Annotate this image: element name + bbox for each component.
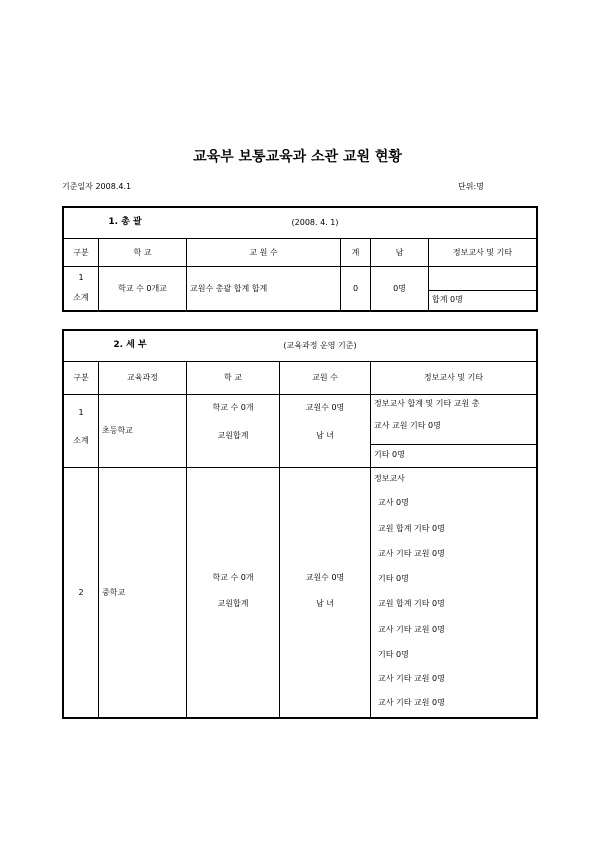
s2-row2-other-line3: 교원 합계 기타 0명: [378, 524, 445, 533]
s2-row2-other-line4: 교사 기타 교원 0명: [378, 549, 445, 558]
s1-header-school: 학 교: [133, 248, 152, 257]
s1-row-school: 학교 수 0개교: [118, 284, 167, 293]
s2-row1-other-bottom: 기타 0명: [374, 450, 405, 459]
s2-header-teachers: 교원 수: [312, 373, 338, 382]
s2-row2-other-line2: 교사 0명: [378, 498, 409, 507]
s2-row2-no: 2: [78, 588, 84, 597]
s2-row2-teachers-line2: 남 녀: [316, 599, 334, 608]
section2-label: 2. 세 부: [113, 340, 147, 351]
section1-label: 1. 총 괄: [108, 217, 142, 228]
s1-row-total: 0: [352, 284, 359, 293]
s2-row2-other-line8: 기타 0명: [378, 650, 409, 659]
s1-row-no-sub: 소계: [73, 293, 89, 302]
section1-sublabel: (2008. 4. 1): [291, 218, 339, 227]
s2-row1-teachers-line2: 남 녀: [316, 431, 334, 440]
s1-header-other: 정보교사 및 기타: [452, 248, 513, 257]
section2-sublabel: (교육과정 운영 기준): [283, 341, 357, 350]
s2-row2-other-line9: 교사 기타 교원 0명: [378, 674, 445, 683]
s2-row2-other-line10: 교사 기타 교원 0명: [378, 698, 445, 707]
s2-header-no: 구분: [73, 373, 89, 382]
s2-row1-other-line2: 교사 교원 기타 0명: [374, 421, 441, 430]
s2-row1-school-line2: 교원합계: [217, 431, 249, 440]
s2-header-other: 정보교사 및 기타: [423, 373, 484, 382]
s1-row-male: 0명: [393, 284, 406, 293]
s2-row1-other-line1: 정보교사 합계 및 기타 교원 총: [374, 399, 480, 408]
document-title: 교육부 보통교육과 소관 교원 현황: [193, 149, 402, 165]
s2-row2-other-line6: 교원 합계 기타 0명: [378, 599, 445, 608]
s2-row2-teachers-line1: 교원수 0명: [305, 573, 345, 582]
s2-header-curriculum: 교육과정: [127, 373, 158, 382]
s2-row2-school-line1: 학교 수 0개: [212, 573, 254, 582]
s2-row2-other-line5: 기타 0명: [378, 574, 409, 583]
right-caption: 단위:명: [458, 182, 484, 191]
s2-row1-curriculum: 초등학교: [102, 426, 133, 435]
s1-header-total: 계: [351, 248, 360, 257]
s2-row2-curriculum: 중학교: [102, 588, 126, 597]
s2-row1-no-sub: 소계: [73, 436, 89, 445]
s2-header-school: 학 교: [224, 373, 242, 382]
s1-header-no: 구분: [73, 248, 89, 257]
s2-row2-school-line2: 교원합계: [217, 599, 249, 608]
s2-row2-other-line7: 교사 기타 교원 0명: [378, 625, 445, 634]
s2-row1-no: 1: [78, 408, 84, 417]
s1-row-other: 합계 0명: [432, 295, 463, 304]
s2-row2-other-line1: 정보교사: [374, 474, 405, 483]
s2-row1-teachers-line1: 교원수 0명: [305, 403, 345, 412]
s2-row1-school-line1: 학교 수 0개: [212, 403, 254, 412]
s1-row-teachers: 교원수 총괄 합계 합계: [190, 284, 268, 293]
s1-row-no: 1: [78, 273, 84, 282]
s1-header-male: 남: [395, 248, 404, 257]
left-caption: 기준일자 2008.4.1: [62, 182, 132, 191]
s1-header-teachers: 교 원 수: [249, 248, 278, 257]
